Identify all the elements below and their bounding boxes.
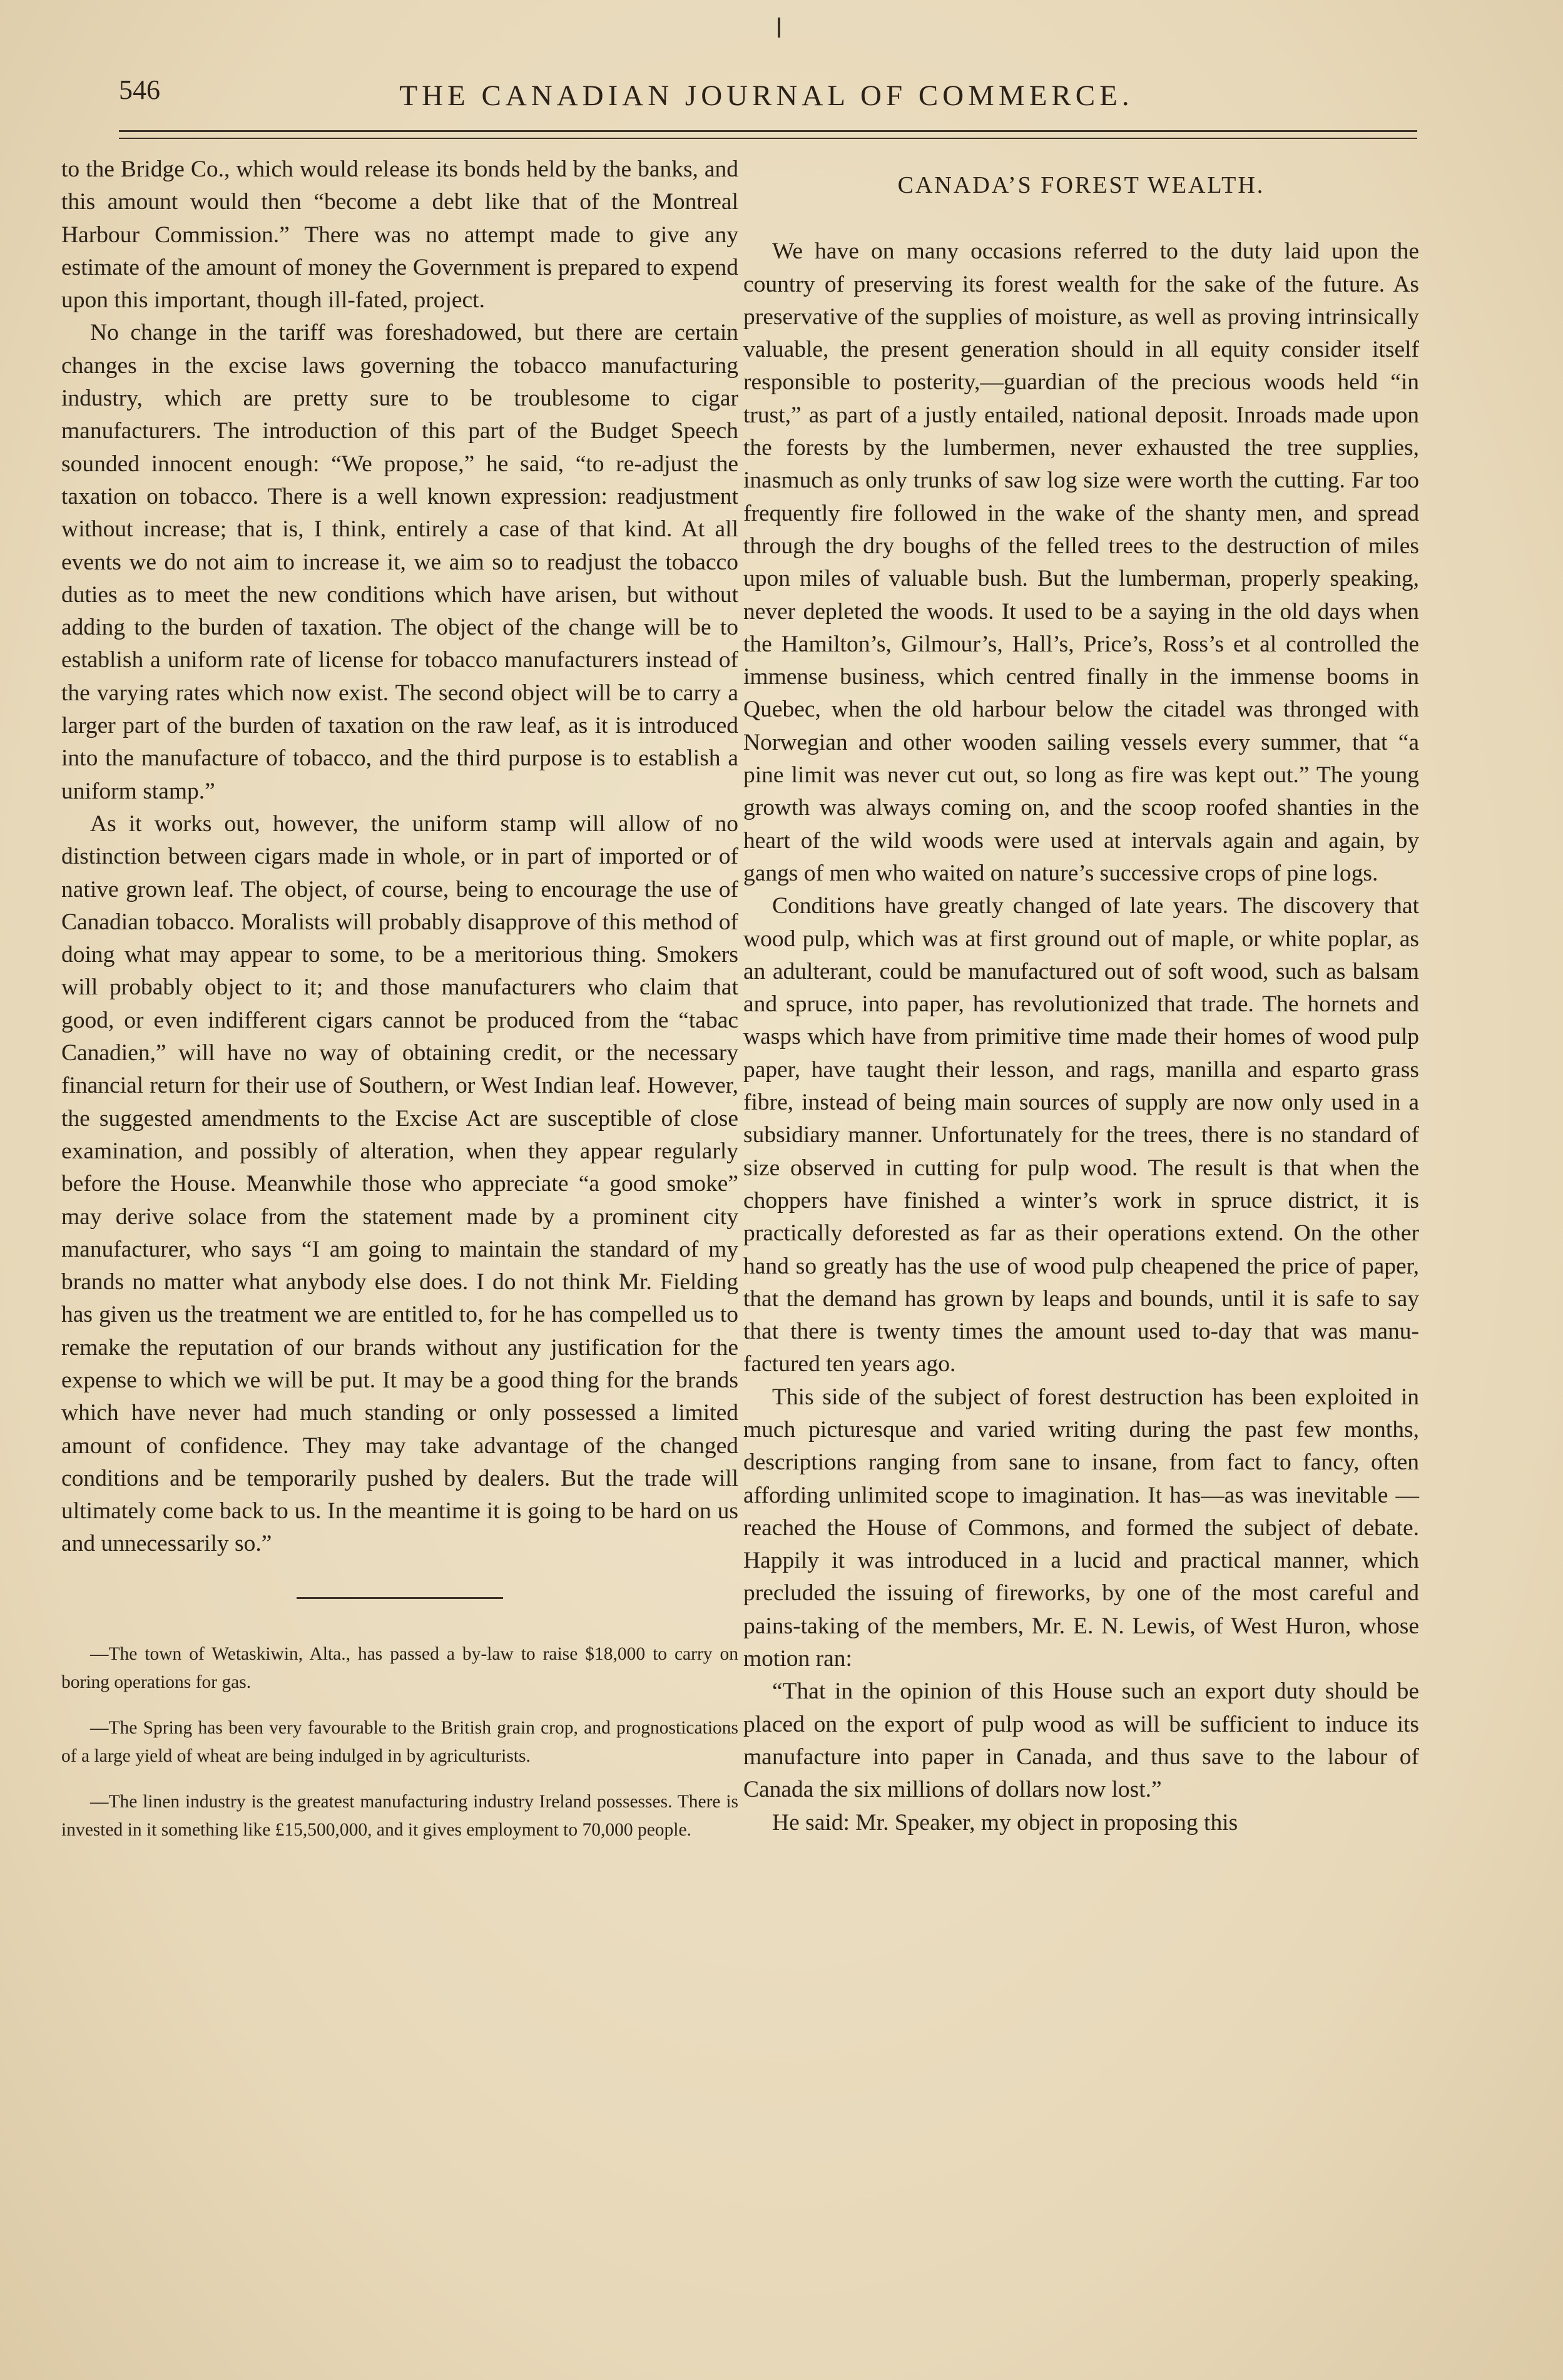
news-note: —The linen industry is the greatest manufacturing industry Ireland possesses. There is invested in it something like £15,500,000, and it gives employment to 70,000 people. [61,1791,738,1840]
paragraph: Conditions have greatly changed of late years. The discovery that wood pulp, which was at first ground out of maple, or white poplar, as an adulterant, could be manufactured out of soft wood, such as balsam and spruce, into paper, has revolutionized that trade. The hornets and wasps which have from primitive time made their homes of wood pulp paper, have taught their lesson, and rags, manilla and esparto grass fibre, instead of being main sources of supply are now only used in a subsidiary manner. Unfortunately for the trees, there is no standard of size observed in cutting for pulp wood. The result is that when the choppers have finished a winter’s work in spruce district, it is practically deforested as far as their operations extend. On the other hand so greatly has the use of wood pulp cheapened the price of paper, that the demand has grown by leaps and bounds, until it is safe to say that there is twenty times the amount used to-day that was manufactured ten years ago. [743,893,1419,1377]
left-column [61,153,738,1862]
section-divider [297,1597,503,1599]
news-notes [61,1640,738,1844]
quoted-motion: “That in the opinion of this House such an export duty should be placed on the export of pulp wood as will be sufficient to induce its manufacture into paper in Canada, and thus save to the labour of Canada the six millions of dollars now lost.” [743,1678,1419,1803]
journal-title: THE CANADIAN JOURNAL OF COMMERCE. [399,79,1134,112]
page-number: 546 [119,74,160,105]
paragraph: No change in the tariff was foreshadowed, but there are certain changes in the excise laws governing the tobacco manufacturing industry, which are pretty sure to be troublesome to cigar manufacturers. The introduction of this part of the Budget Speech sounded innocent enough: “We propose,” he said, “to re-adjust the taxation on tobacco. There is a well known expression: readjustment without increase; that is, I think, entirely a case of that kind. At all events we do not aim to increase it, we aim so to readjust the tobacco duties as to meet the new conditions which have arisen, but without adding to the burden of taxation. The object of the change will be to establish a uniform rate of license for tobacco manufacturers instead of the varying rates which now exist. The second object will be to carry a larger part of the burden of taxation on the raw leaf, as it is introduced into the manufacture of tobacco, and the third purpose is to establish a uniform stamp.” [61,320,738,804]
paragraph: to the Bridge Co., which would release its bonds held by the banks, and this amount would then “become a debt like that of the Montreal Harbour Commission.” There was no attempt made to give any estimate of the amount of money the Government is prepared to expend upon this important, though ill-fated, project. [61,156,738,314]
news-note: —The Spring has been very favourable to the British grain crop, and prognostications of a large yield of wheat are being indulged in by agriculturists. [61,1717,738,1766]
page-header [119,74,1414,118]
paragraph: This side of the subject of forest destruction has been exploited in much picturesque and varied writing during the past few months, descriptions ranging from sane to insane, from fact to fancy, often affording unlimited scope to imagination. It has—as was inevitable —reached the House of Commons, and formed the subject of debate. Happily it was introduced in a lucid and practical manner, which precluded the issuing of fireworks, by one of the most careful and pains-taking of the members, Mr. E. N. Lewis, of West Huron, whose motion ran: [743,1384,1419,1672]
paragraph: As it works out, however, the uniform stamp will allow of no distinction between cigars made in whole, or in part of imported or of native grown leaf. The object, of course, being to encourage the use of Canadian tobacco. Moralists will probably disapprove of this method of doing what may appear to some, to be a meritorious thing. Smokers will probably object to it; and those manufacturers who claim that good, or even indifferent cigars cannot be produced from the “tabac Canadien,” will have no way of obtaining credit, or the necessary financial return for their use of Southern, or West Indian leaf. However, the suggested amendments to the Excise Act are susceptible of close examination, and possibly of alteration, when they appear regularly before the House. Meanwhile those who appreciate “a good smoke” may derive solace from the statement made by a prominent city manufacturer, who says “I am going to maintain the standard of my brands no matter what anybody else does. I do not think Mr. Fielding has given us the treatment we are entitled to, for he has compelled us to remake the reputation of our brands without any justification for the expense to which we will be put. It may be a good thing for the brands which have never had much standing or only possessed a limited amount of confidence. They may take advantage of the changed conditions and be temporarily pushed by dealers. But the trade will ultimately come back to us. In the meantime it is going to be hard on us and unnecessarily so.” [61,810,738,1557]
printer-mark [778,18,780,38]
article-title: CANADA’S FOREST WEALTH. [897,172,1265,198]
news-note: —The town of Wetaskiwin, Alta., has passed a by-law to raise $18,000 to carry on boring operations for gas. [61,1643,738,1692]
paragraph: We have on many occasions referred to the duty laid upon the country of preserving its forest wealth for the sake of the future. As preservative of the supplies of moisture, as well as proving intrinsically valuable, the present generation should in all equity consider itself responsible to posterity,—guardian of the precious woods held “in trust,” as part of a justly entailed, national deposit. Inroads made upon the forests by the lumbermen, never exhausted the tree supplies, inasmuch as only trunks of saw log size were worth the cutting. Far too frequently fire followed in the wake of the shanty men, and spread through the dry boughs of the felled trees to the destruction of miles upon miles of valuable bush. But the lumberman, properly speaking, never depleted the woods. It used to be a saying in the old days when the Hamilton’s, Gilmour’s, Hall’s, Price’s, Ross’s et al controlled the immense business, which centred finally in the immense booms in Quebec, when the old harbour below the citadel was thronged with Norwegian and other wooden sailing vessels every summer, that “a pine limit was never cut out, so long as fire was kept out.” The young growth was always coming on, and the scoop roofed shanties in the heart of the wild woods were used at intervals again and again, by gangs of men who waited on nature’s successive crops of pine logs. [743,238,1419,886]
header-rule-top [119,130,1417,132]
paragraph: He said: Mr. Speaker, my object in proposing this [772,1809,1238,1836]
header-rule-bottom [119,138,1417,139]
right-column [743,153,1419,1839]
